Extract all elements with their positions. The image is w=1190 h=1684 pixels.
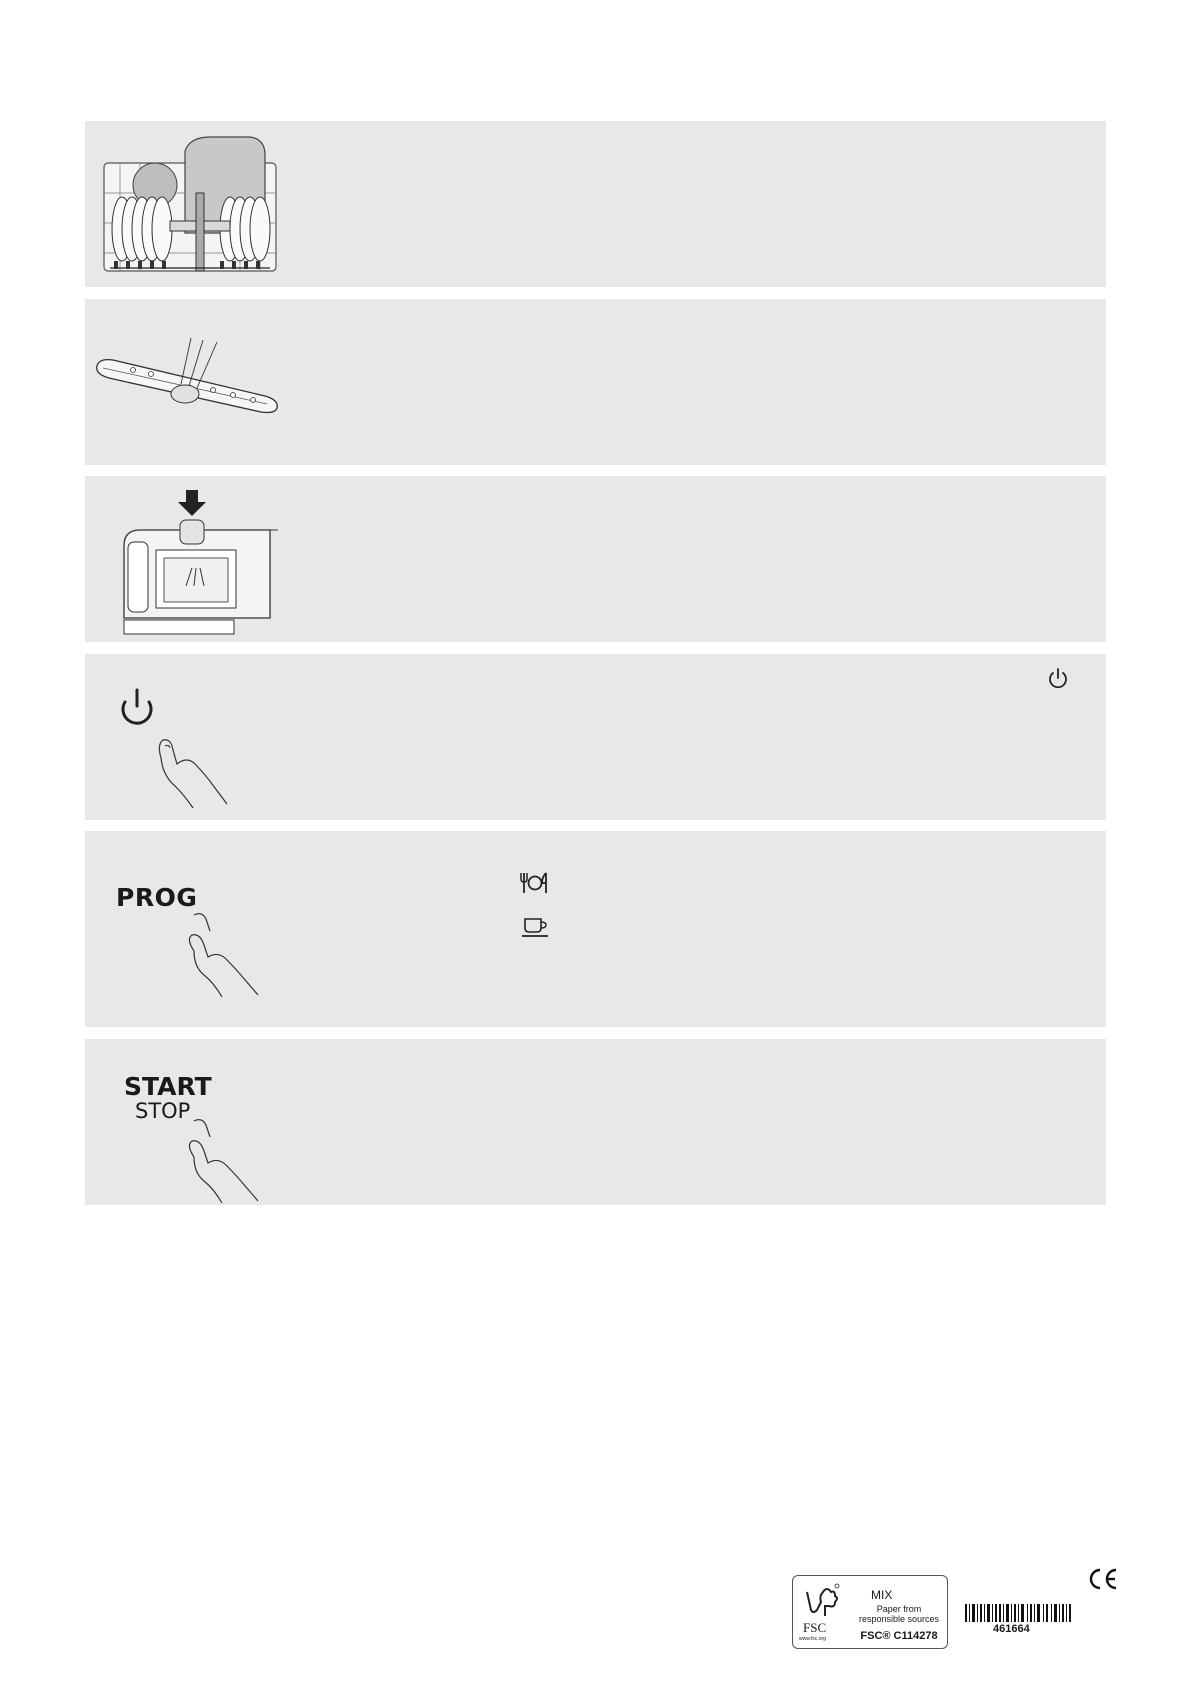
barcode-number: 461664 [993,1623,1030,1635]
fsc-mix: MIX [871,1588,893,1602]
fsc-logo-text: FSC [803,1620,827,1635]
step-spray-arm-panel [85,299,1106,465]
step-select-program-panel [85,831,1106,1027]
detergent-dispenser-illustration [120,486,280,636]
stop-button-label: STOP [135,1099,191,1123]
fsc-code: FSC® C114278 [860,1630,938,1642]
step-start-panel [85,1039,1106,1205]
fsc-url: www.fsc.org [799,1636,826,1642]
step-power-on-panel [85,654,1106,820]
barcode [965,1604,1071,1622]
finger-pressing-power-button-illustration [115,684,255,814]
fsc-line-2: responsible sources [858,1614,940,1624]
fsc-label [792,1575,948,1649]
cup-icon [521,916,551,940]
ce-mark [1087,1567,1119,1591]
finger-pressing-prog-button-illustration [180,911,270,1001]
fsc-line-1: Paper from [876,1604,922,1614]
dishwasher-basket-illustration [100,133,282,279]
prog-button-label: PROG [116,883,198,912]
power-icon [1046,667,1070,691]
spray-arm-illustration [93,334,283,424]
step-load-basket-panel [85,121,1106,287]
step-detergent-dispenser-panel [85,476,1106,642]
finger-pressing-start-stop-button-illustration [180,1117,270,1207]
start-button-label: START [124,1072,212,1101]
plate-cutlery-icon [520,871,550,895]
fsc-tree-logo [801,1582,841,1622]
